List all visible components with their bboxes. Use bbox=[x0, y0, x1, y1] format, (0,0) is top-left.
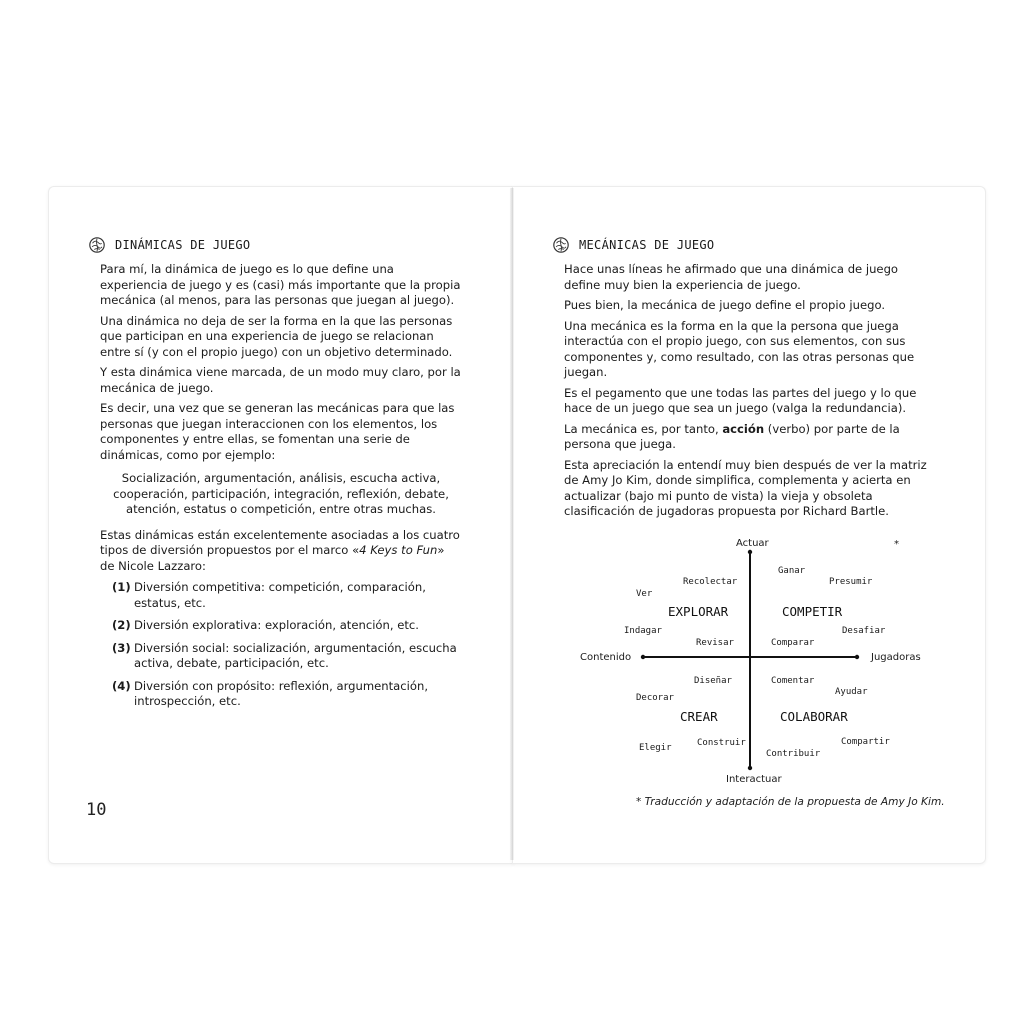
accion-text-end: (verbo) por parte de la persona que juega. bbox=[564, 421, 900, 451]
right-paragraph-3: Una mecánica es la forma en la que la persona que juega interactúa con el propio juego, con sus elementos, con sus componentes y, como resultado, con las otras personas que juegan. bbox=[564, 318, 915, 379]
page-number: 10 bbox=[86, 800, 107, 820]
list-item-text: Diversión explorativa: exploración, atención, etc. bbox=[134, 618, 419, 632]
closing-text-start: Estas dinámicas están excelentemente asociadas a los cuatro tipos de diversión propuestos por el marco « bbox=[100, 527, 460, 557]
verb-revisar: Revisar bbox=[696, 638, 734, 648]
closing-text-end: » de Nicole Lazzaro: bbox=[100, 543, 445, 573]
accion-keyword: acción bbox=[722, 421, 765, 436]
left-paragraph-2: Una dinámica no deja de ser la forma en la que las personas que participan en una experiencia de juego se relacionan entre sí (y con el propio juego) con un objetivo determinado. bbox=[100, 313, 453, 359]
verb-construir: Construir bbox=[697, 738, 746, 748]
verb-compartir: Compartir bbox=[841, 737, 890, 747]
left-heading-text: DINÁMICAS DE JUEGO bbox=[115, 238, 251, 252]
axis-dot-bottom bbox=[748, 766, 752, 770]
left-paragraph-1: Para mí, la dinámica de juego es lo que define una experiencia de juego y es (casi) más importante que la propia mecánica (al menos, para las personas que juegan al juego). bbox=[100, 262, 461, 307]
verb-comentar: Comentar bbox=[771, 676, 815, 686]
axis-label-right: Jugadoras bbox=[871, 652, 921, 663]
verb-ayudar: Ayudar bbox=[835, 687, 868, 697]
quadrant-colaborar: COLABORAR bbox=[780, 709, 848, 724]
right-paragraph-2: Pues bien, la mecánica de juego define el propio juego. bbox=[564, 298, 886, 312]
right-heading-text: MECÁNICAS DE JUEGO bbox=[579, 238, 715, 252]
left-paragraph-3: Y esta dinámica viene marcada, de un modo muy claro, por la mecánica de juego. bbox=[100, 365, 461, 395]
framework-title: 4 Keys to Fun bbox=[359, 543, 438, 557]
right-paragraph-4: Es el pegamento que une todas las partes del juego y lo que hace de un juego que sea un juego (valga la redundancia). bbox=[564, 385, 917, 415]
axis-dot-right bbox=[855, 655, 859, 659]
axis-label-top: Actuar bbox=[736, 538, 769, 549]
matrix-footnote: * Traducción y adaptación de la propuesta de Amy Jo Kim. bbox=[636, 796, 945, 808]
right-paragraph-1: Hace unas líneas he afirmado que una dinámica de juego define muy bien la experiencia de juego. bbox=[564, 262, 899, 292]
list-item-text: Diversión social: socialización, argumentación, escucha activa, debate, participación, etc. bbox=[134, 640, 457, 670]
matrix-asterisk: * bbox=[894, 539, 899, 550]
verb-indagar: Indagar bbox=[624, 626, 662, 636]
axis-dot-left bbox=[641, 655, 645, 659]
list-item-number: (2) bbox=[112, 618, 131, 632]
verb-desafiar: Desafiar bbox=[842, 626, 886, 636]
accion-text-start: La mecánica es, por tanto, bbox=[564, 421, 723, 436]
right-paragraph-last: Esta apreciación la entendí muy bien después de ver la matriz de Amy Jo Kim, donde simplifica, complementa y acierta en actualizar (bajo mi punto de vista) la vieja y obsoleta clasificación de jugadoras propuesta por Richard Bartle. bbox=[564, 457, 927, 518]
dynamics-examples: Socialización, argumentación, análisis, escucha activa, cooperación, participación, integración, reflexión, debate, atención, estatus o competición, entre otras muchas. bbox=[113, 471, 449, 516]
verb-decorar: Decorar bbox=[636, 693, 674, 703]
list-item-text: Diversión competitiva: competición, comparación, estatus, etc. bbox=[134, 580, 426, 610]
verb-contribuir: Contribuir bbox=[766, 749, 821, 759]
verb-ver: Ver bbox=[636, 589, 653, 599]
verb-elegir: Elegir bbox=[639, 743, 672, 753]
axis-label-bottom: Interactuar bbox=[726, 774, 782, 785]
verb-ganar: Ganar bbox=[778, 566, 806, 576]
quadrant-crear: CREAR bbox=[680, 709, 718, 724]
verb-recolectar: Recolectar bbox=[683, 577, 738, 587]
left-paragraph-4: Es decir, una vez que se generan las mecánicas para que las personas que juegan interaccionen con los elementos, los componentes y entre ellas, se fomentan una serie de dinámicas, como por ejemplo: bbox=[100, 401, 455, 462]
list-item-number: (4) bbox=[112, 678, 131, 693]
axis-label-left: Contenido bbox=[580, 652, 632, 663]
axis-dot-top bbox=[748, 550, 752, 554]
verb-comparar: Comparar bbox=[771, 638, 815, 648]
list-item-text: Diversión con propósito: reflexión, argumentación, introspección, etc. bbox=[134, 678, 428, 708]
list-item-number: (3) bbox=[112, 640, 131, 655]
quadrant-explorar: EXPLORAR bbox=[668, 604, 729, 619]
quadrant-competir: COMPETIR bbox=[782, 604, 843, 619]
verb-presumir: Presumir bbox=[829, 577, 873, 587]
verb-disenar: Diseñar bbox=[694, 676, 732, 686]
list-item-number: (1) bbox=[112, 580, 131, 594]
